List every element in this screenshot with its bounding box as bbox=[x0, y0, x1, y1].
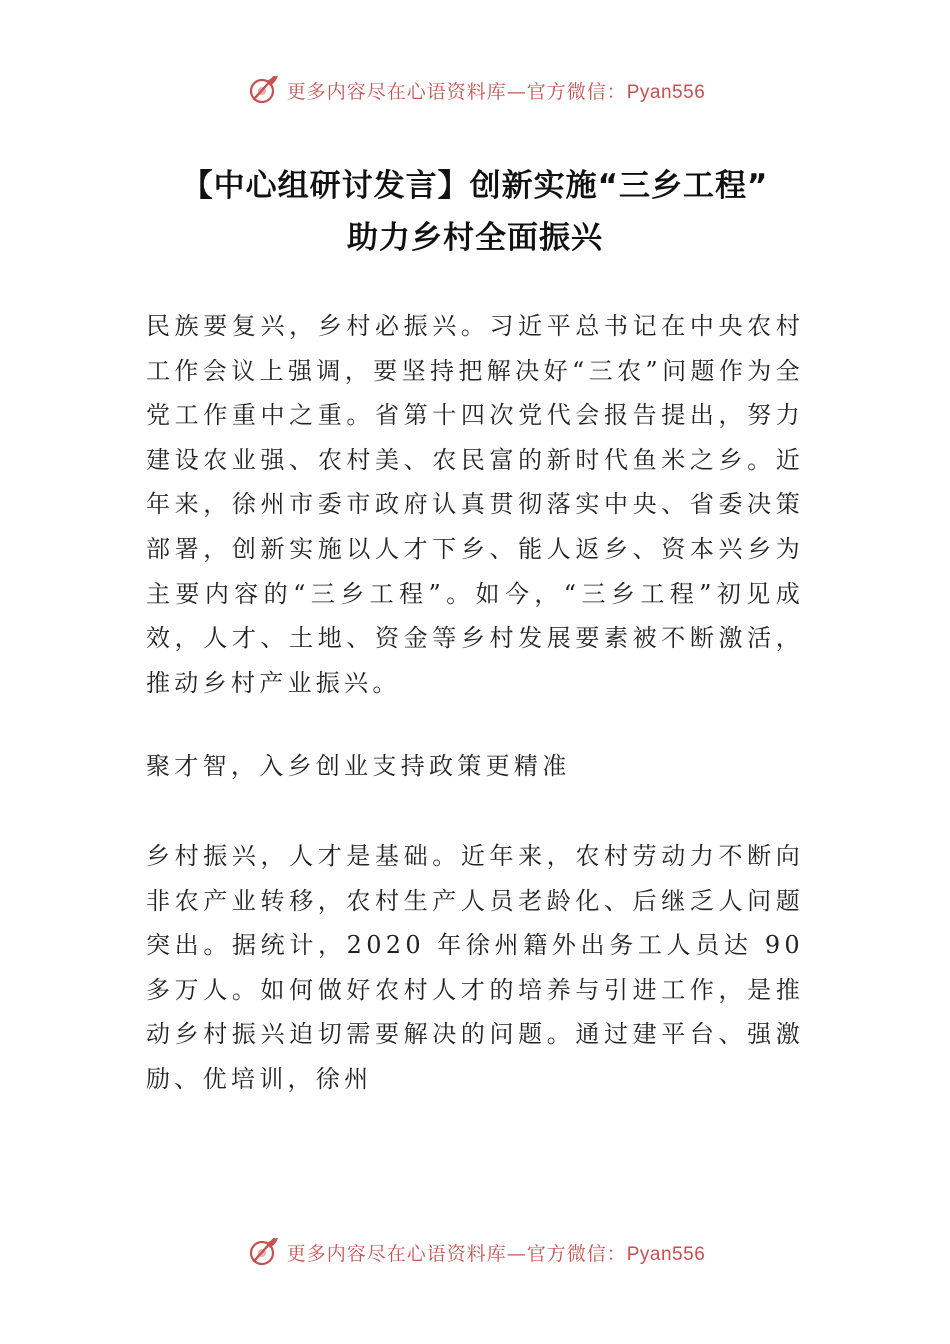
title-line-1: 【中心组研讨发言】创新实施“三乡工程” bbox=[181, 168, 769, 204]
watermark-text bbox=[287, 77, 706, 104]
watermark-label: 更多内容尽在心语资料库—官方微信： bbox=[286, 1242, 627, 1265]
watermark-label: 更多内容尽在心语资料库—官方微信： bbox=[286, 80, 627, 103]
paragraph-intro: 民族要复兴，乡村必振兴。习近平总书记在中央农村工作会议上强调，要坚持把解决好“三农”问题作为全党工作重中之重。省第十四次党代会报告提出，努力建设农业强、农村美、农民富的新时代鱼米之乡。近年来，徐州市委市政府认真贯彻落实中央、省委决策部署，创新实施以人才下乡、能人返乡、资本兴乡为主要内容的“三乡工程”。如今，“三乡工程”初见成效，人才、土地、资金等乡村发展要素被不断激活，推动乡村产业振兴。 bbox=[146, 312, 804, 697]
header-watermark bbox=[0, 68, 950, 112]
title-line-2: 助力乡村全面振兴 bbox=[347, 220, 603, 256]
section-heading: 聚才智，入乡创业支持政策更精准 bbox=[146, 752, 571, 780]
watermark-text bbox=[287, 1239, 706, 1266]
quill-logo-icon bbox=[245, 72, 281, 108]
footer-watermark bbox=[0, 1230, 950, 1274]
quill-logo-icon bbox=[245, 1234, 281, 1270]
wechat-id: Pyan556 bbox=[626, 81, 706, 103]
wechat-id: Pyan556 bbox=[626, 1243, 706, 1265]
paragraph-talent: 乡村振兴，人才是基础。近年来，农村劳动力不断向非农产业转移，农村生产人员老龄化、后继乏人问题突出。据统计，2020 年徐州籍外出务工人员达 90 多万人。如何做好农村人才的培养与引进工作，是推动乡村振兴迫切需要解决的问题。通过建平台、强激励、优培训，徐州 bbox=[146, 842, 804, 1093]
document-title bbox=[120, 160, 830, 264]
